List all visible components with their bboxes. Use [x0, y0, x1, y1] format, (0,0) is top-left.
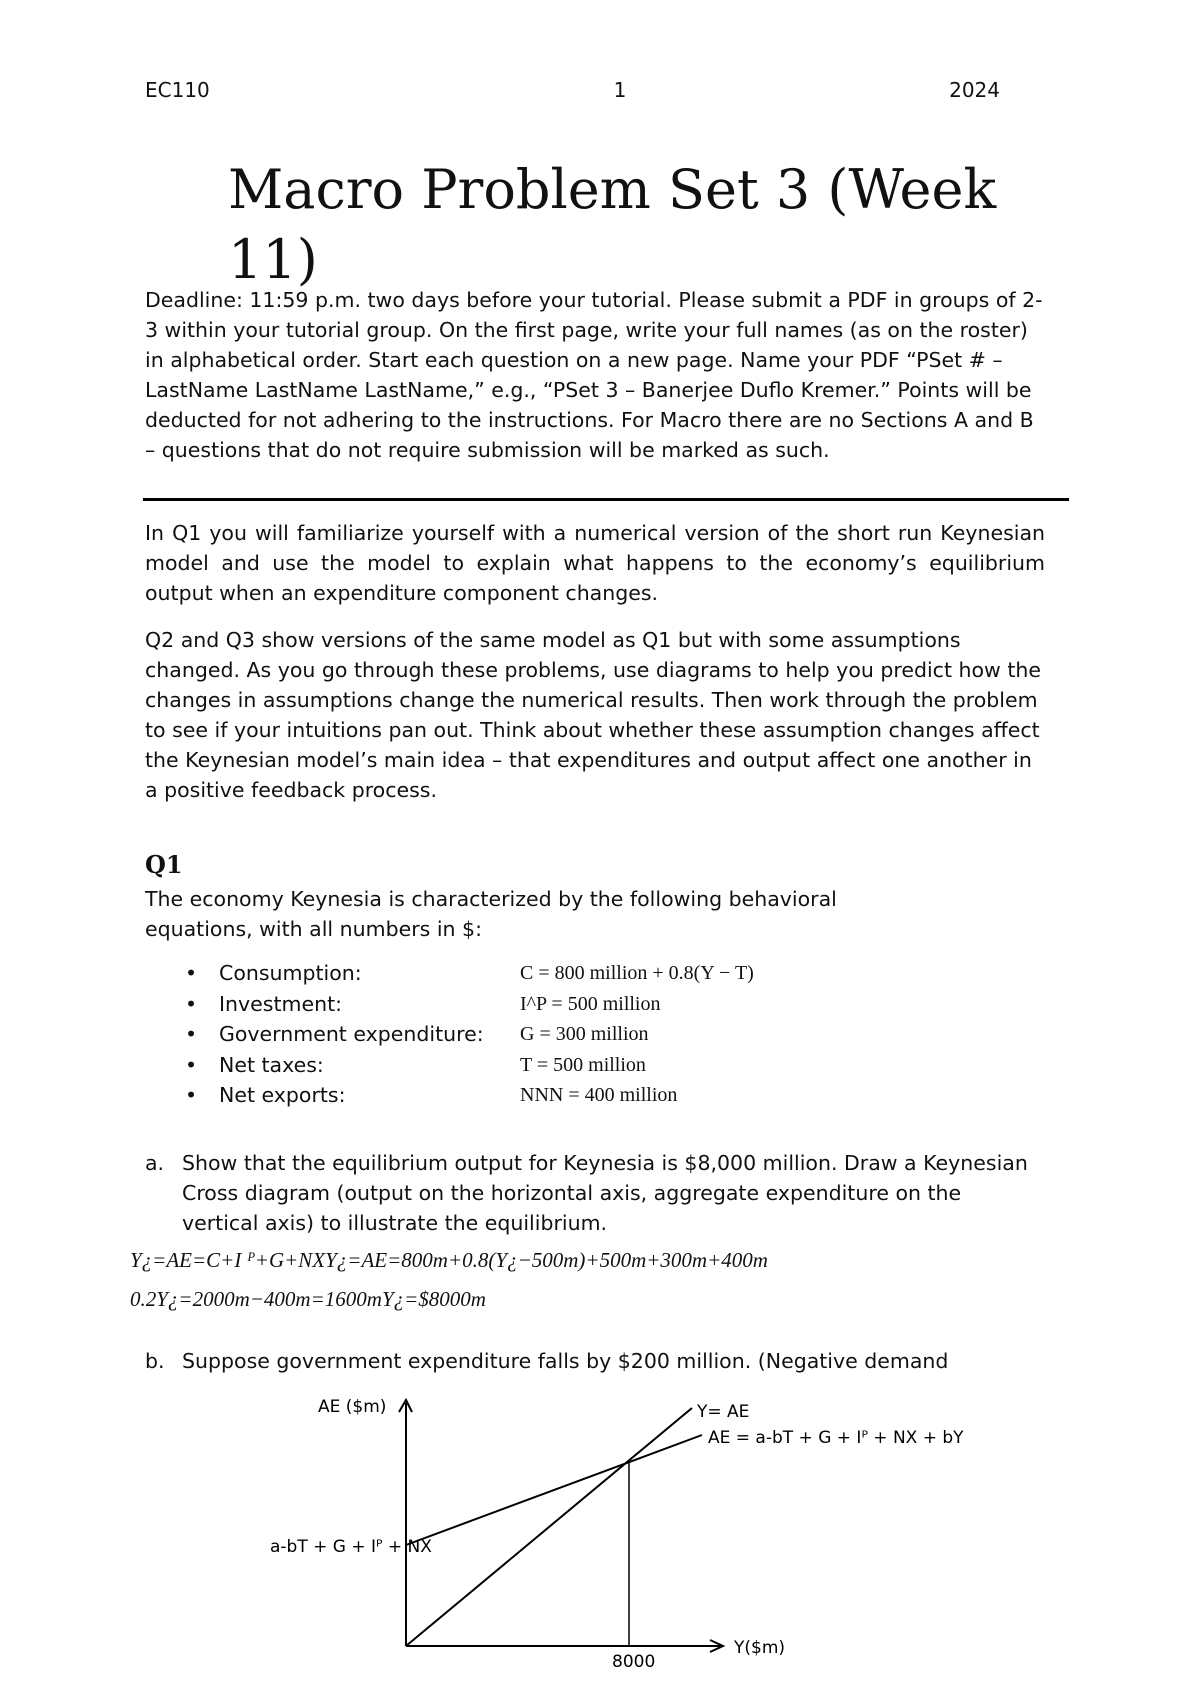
ae-line — [406, 1435, 702, 1545]
equation: G = 300 million — [520, 1023, 649, 1045]
bullet-icon: • — [185, 1052, 198, 1077]
part-a-work-line-2: 0.2Y¿=2000m−400m=1600mY¿=$8000m — [130, 1287, 486, 1311]
x-axis-label: Y($m) — [734, 1638, 786, 1658]
intro-paragraph-2: Q2 and Q3 show versions of the same model as Q1 but with some assumptions changed. As you go through these problems, use diagrams to help you predict how the changes in assumptions change the numerical results. Then work through the problem to see if your intuitions pan out. Think about whether these assumption changes affect the Keynesian model’s main idea – that expenditures and output affect one another in a positive feedback process. — [145, 628, 1041, 802]
intercept-label: a-bT + G + Iᴾ + NX — [270, 1537, 432, 1557]
y-axis-label: AE ($m) — [318, 1397, 387, 1417]
part-b-text: Suppose government expenditure falls by $200 million. (Negative demand — [182, 1349, 949, 1373]
bullet-icon: • — [185, 1022, 198, 1046]
bullet-icon: • — [185, 1083, 198, 1107]
equation: T = 500 million — [520, 1053, 646, 1076]
equation: NNN = 400 million — [520, 1084, 678, 1106]
q1-intro: The economy Keynesia is characterized by the following behavioral equations, with all numbers in $: — [145, 887, 837, 941]
line-45-label: Y= AE — [697, 1402, 750, 1422]
q1-heading: Q1 — [145, 850, 183, 879]
equation-label: Net exports: — [219, 1083, 346, 1107]
course-code: EC110 — [145, 78, 210, 102]
page-number: 1 — [613, 78, 627, 102]
line-45-degree — [406, 1408, 692, 1646]
equation-label: Government expenditure: — [219, 1022, 484, 1046]
intro-paragraph-1: In Q1 you will familiarize yourself with a numerical version of the short run Keynesian model and use the model to explain what happens to the economy’s equilibrium output when an expenditure component changes. — [145, 521, 1045, 605]
part-a-marker: a. — [145, 1151, 165, 1175]
equation-label: Consumption: — [219, 961, 362, 985]
part-b-marker: b. — [145, 1349, 165, 1373]
equation: I^P = 500 million — [520, 992, 661, 1015]
part-a-text: Show that the equilibrium output for Keynesia is $8,000 million. Draw a Keynesian Cross diagram (output on the horizontal axis, aggregate expenditure on the vertical axis) to illustrate the equilibrium. — [182, 1151, 1028, 1235]
bullet-icon: • — [185, 961, 198, 985]
page-title: Macro Problem Set 3 (Week 11) — [228, 158, 997, 291]
equilibrium-output-label: 8000 — [612, 1652, 656, 1672]
part-a-work-line-1: Y¿=AE=C+I ᴾ+G+NXY¿=AE=800m+0.8(Y¿−500m)+500m+300m+400m — [130, 1248, 768, 1272]
equation-label: Net taxes: — [219, 1052, 324, 1077]
year: 2024 — [949, 78, 1000, 102]
equation: C = 800 million + 0.8(Y − T) — [520, 962, 754, 984]
instructions: Deadline: 11:59 p.m. two days before your tutorial. Please submit a PDF in groups of 2-3 within your tutorial group. On the first page, write your full names (as on the roster) in alphabetical order. Start each question on a new page. Name your PDF “PSet # – LastName LastName LastName,” e.g., “PSet 3 – Banerjee Duflo Kremer.” Points will be deducted for not adhering to the instructions. For Macro there are no Sections A and B – questions that do not require submission will be marked as such. — [145, 288, 1043, 462]
equation-label: Investment: — [219, 991, 343, 1016]
ae-line-label: AE = a-bT + G + Iᴾ + NX + bY — [708, 1428, 964, 1448]
bullet-icon: • — [185, 991, 198, 1016]
